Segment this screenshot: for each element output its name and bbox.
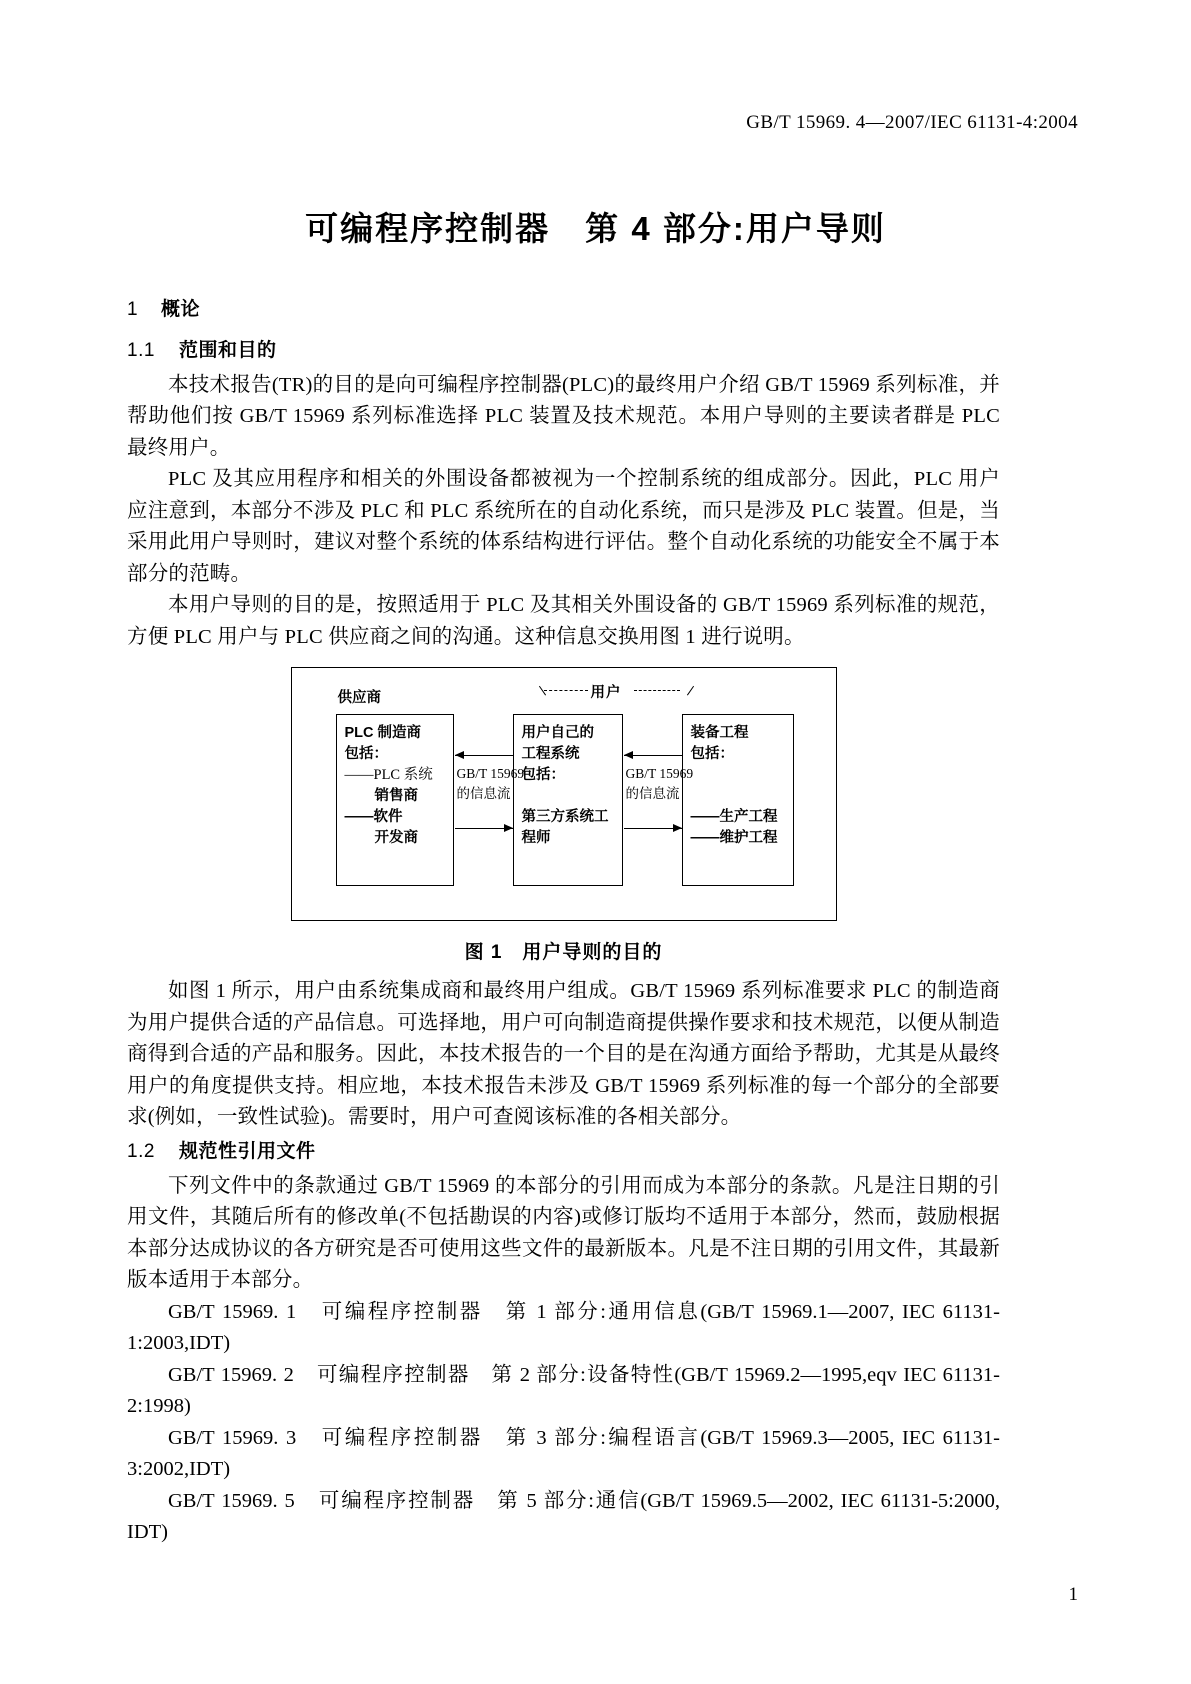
user-bracket-right-tip [677,680,693,696]
flow-line: GB/T 15969 [456,766,525,782]
body-column [127,300,1000,1549]
paragraph-normative-references: 下列文件中的条款通过 GB/T 15969 的本部分的引用而成为本部分的条款。凡是注日期的引用文件，其随后所有的修改单(不包括勘误的内容)或修订版均不适用于本部分，然而，鼓励根据本部分达成协议的各方研究是否可使用这些文件的最新版本。凡是不注日期的引用文件，其最新版本适用于本部分。 [127,1174,1000,1292]
figure-1-caption: 图 1 用户导则的目的 [464,942,663,964]
box-line: ——软件 [344,809,403,826]
box-line: PLC 制造商 [344,725,422,742]
clause-heading-1-1 [127,341,1000,362]
paragraph-scope-purpose-2: PLC 及其应用程序和相关的外围设备都被视为一个控制系统的组成部分。因此，PLC 用户应注意到，本部分不涉及 PLC 和 PLC 系统所在的自动化系统，而只是涉及 PLC 装置。但是，当采用此用户导则时，建议对整个系统的体系结构进行评估。整个自动化系统的功能安全不属于本部分的范畴。 [127,468,1000,585]
box-line: 包括： [521,767,565,784]
clause-number: 1 [127,299,139,320]
figure-label-supplier: 供应商 [337,690,381,707]
page-number: 1 [1068,1584,1078,1605]
clause-label: 规范性引用文件 [179,1140,316,1162]
running-header: GB/T 15969. 4—2007/IEC 61131-4:2004 [746,112,1078,133]
box-line: 工程系统 [521,746,580,763]
clause-label: 范围和目的 [179,339,277,361]
clause-number: 1.1 [127,339,155,361]
figure-1-frame [291,667,837,921]
paragraph-figure-explanation: 如图 1 所示，用户由系统集成商和最终用户组成。GB/T 15969 系列标准要求 PLC 的制造商为用户提供合适的产品信息。可选择地，用户可向制造商提供操作要求和技术规范，以便从制造商得到合适的产品和服务。因此，本技术报告的一个目的是在沟通方面给予帮助，尤其是从最终用户的角度提供支持。相应地，本技术报告未涉及 GB/T 15969 系列标准的每一个部分的全部要求(例如，一致性试验)。需要时，用户可查阅该标准的各相关部分。 [127,980,1000,1129]
arrow-head-right-2 [673,824,682,832]
box-line: ——PLC 系统 [344,767,433,784]
arrow-head-right-1 [504,824,513,832]
clause-heading-1-2 [127,1142,1000,1163]
reference-item: GB/T 15969. 5 可编程序控制器 第 5 部分:通信(GB/T 15969.5—2002, IEC 61131-5:2000, IDT) [127,1489,1000,1544]
flow-line: 的信息流 [456,786,511,802]
clause-label: 概论 [161,299,201,320]
paragraph-scope-purpose-3: 本用户导则的目的是，按照适用于 PLC 及其相关外围设备的 GB/T 15969 系列标准的规范，方便 PLC 用户与 PLC 供应商之间的沟通。这种信息交换用图 1 进行说明。 [127,594,1000,648]
paragraph-scope-purpose-1: 本技术报告(TR)的目的是向可编程序控制器(PLC)的最终用户介绍 GB/T 15969 系列标准，并帮助他们按 GB/T 15969 系列标准选择 PLC 装置及技术规范。本用户导则的主要读者群是 PLC 最终用户。 [127,373,1000,459]
figure-box-manufacturer [336,714,454,886]
box-line: 用户自己的 [521,725,594,742]
arrow-head-left-1 [455,751,464,759]
box-line: 装备工程 [690,725,749,742]
user-bracket-right-dash [634,690,680,691]
box-line: ——维护工程 [690,830,778,847]
flow-line: GB/T 15969 [625,766,694,782]
box-line: 开发商 [374,830,418,847]
reference-item: GB/T 15969. 2 可编程序控制器 第 2 部分:设备特性(GB/T 15969.2—1995,eqv IEC 61131-2:1998) [127,1363,1000,1418]
box-line: 包括： [344,746,388,763]
flow-line: 的信息流 [625,786,680,802]
reference-item: GB/T 15969. 1 可编程序控制器 第 1 部分:通用信息(GB/T 15969.1—2007, IEC 61131-1:2003,IDT) [127,1300,1000,1355]
figure-label-user: 用户 [590,685,622,702]
box-line: 包括： [690,746,734,763]
page-title: 可编程序控制器 第 4 部分:用户导则 [305,210,886,247]
user-bracket-left-tip [538,680,554,696]
figure-box-user-engineering [513,714,623,886]
figure-box-equipment-engineering [682,714,794,886]
figure-1 [127,667,1000,964]
box-line: ——生产工程 [690,809,778,826]
box-line: 销售商 [374,788,418,805]
clause-number: 1.2 [127,1140,155,1162]
box-line: 第三方系统工 [521,809,609,826]
arrow-head-left-2 [624,751,633,759]
clause-heading-1 [127,300,1000,321]
box-line: 程师 [521,830,551,847]
reference-item: GB/T 15969. 3 可编程序控制器 第 3 部分:编程语言(GB/T 15969.3—2005, IEC 61131-3:2002,IDT) [127,1426,1000,1481]
